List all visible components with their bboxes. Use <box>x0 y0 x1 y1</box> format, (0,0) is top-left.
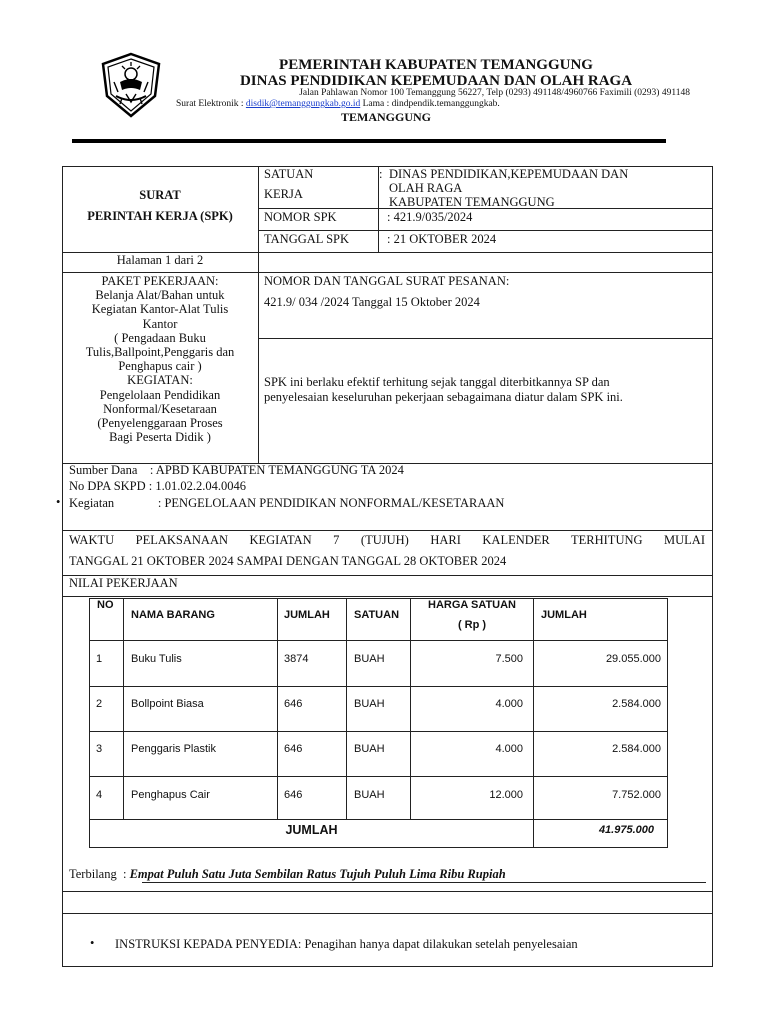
header-email-line <box>176 99 500 109</box>
satuan-kerja-value-2: OLAH RAGA <box>389 181 463 195</box>
row-1-harga: 7.500 <box>495 653 523 665</box>
paket-line: ( Pengadaan Buku <box>114 330 206 345</box>
frame-bottom <box>62 966 713 967</box>
satuan-kerja-value-3: KABUPATEN TEMANGGUNG <box>389 195 555 209</box>
row-1-nama: Buku Tulis <box>131 653 182 665</box>
items-grid-bottom <box>89 847 668 848</box>
waktu-pelaksanaan-line2: TANGGAL 21 OKTOBER 2024 SAMPAI DENGAN TANGGAL 28 OKTOBER 2024 <box>69 554 507 568</box>
paket-line: KEGIATAN: <box>127 373 193 388</box>
frame-left <box>62 166 63 966</box>
row-4-jumlah: 646 <box>284 789 303 801</box>
col-header-nama-barang: NAMA BARANG <box>131 609 215 621</box>
row-1-no: 1 <box>96 653 103 665</box>
row-line-9 <box>62 596 713 597</box>
row-4-no: 4 <box>96 789 103 801</box>
paket-line: PAKET PEKERJAAN: <box>101 274 219 288</box>
col-divider-main <box>258 166 259 463</box>
satuan-kerja-label-2: KERJA <box>264 187 303 201</box>
paket-line: Pengelolaan Pendidikan <box>99 387 221 402</box>
row-line-10 <box>62 891 713 892</box>
header-department-name: DINAS PENDIDIKAN KEPEMUDAAN DAN OLAH RAGA <box>239 73 633 89</box>
paket-line: Tulis,Ballpoint,Penggaris dan <box>85 345 235 360</box>
berlaku-text-line1: SPK ini berlaku efektif terhitung sejak tanggal diterbitkannya SP dan <box>264 375 610 389</box>
spk-title-line1: SURAT <box>139 188 181 202</box>
page-counter: Halaman 1 dari 2 <box>116 253 204 267</box>
row-4-nama: Penghapus Cair <box>131 789 210 801</box>
sumber-dana: Sumber Dana : APBD KABUPATEN TEMANGGUNG TA 2024 <box>69 463 404 477</box>
row-line-11 <box>62 913 713 914</box>
email-link[interactable]: disdik@temanggungkab.go.id <box>245 99 361 109</box>
items-grid-left <box>89 598 90 847</box>
items-footer-label: JUMLAH <box>285 823 338 837</box>
col-header-no: NO <box>97 599 114 611</box>
header-address: Jalan Pahlawan Nomor 100 Temanggung 56227, Telp (0293) 491148/4960766 Faximili (0293) 491148 <box>299 88 690 98</box>
terbilang-value: Empat Puluh Satu Juta Sembilan Ratus Tujuh Puluh Lima Ribu Rupiah <box>129 867 506 881</box>
instruksi-bullet: • <box>90 936 95 950</box>
row-line-4 <box>62 272 713 273</box>
nilai-pekerjaan-label: NILAI PEKERJAAN <box>69 576 178 590</box>
email-suffix: Lama : dindpendik.temanggungkab. <box>360 99 500 109</box>
row-1-satuan: BUAH <box>354 653 385 665</box>
paket-line: Bagi Peserta Didik ) <box>109 430 211 445</box>
row-2-harga: 4.000 <box>495 698 523 710</box>
row-4-harga: 12.000 <box>489 789 523 801</box>
col-header-harga-satuan: HARGA SATUAN <box>428 599 516 611</box>
satuan-kerja-value-1: DINAS PENDIDIKAN,KEPEMUDAAN DAN <box>389 167 629 181</box>
header-government-name: PEMERINTAH KABUPATEN TEMANGGUNG <box>279 57 593 73</box>
satuan-kerja-label-1: SATUAN <box>264 167 314 181</box>
tanggal-spk-value: : 21 OKTOBER 2024 <box>387 232 497 246</box>
items-grid-col-1 <box>123 598 124 819</box>
terbilang-row <box>69 867 506 882</box>
spk-title-line2: PERINTAH KERJA (SPK) <box>87 209 233 223</box>
items-grid-col-5 <box>533 598 534 847</box>
row-2-nama: Bollpoint Biasa <box>131 698 204 710</box>
row-3-total: 2.584.000 <box>612 743 661 755</box>
frame-right <box>712 166 713 966</box>
header-city: TEMANGGUNG <box>341 110 431 124</box>
nomor-spk-label: NOMOR SPK <box>264 210 337 224</box>
terbilang-label: Terbilang : <box>69 867 130 881</box>
items-grid-col-2 <box>277 598 278 819</box>
paket-line: (Penyelenggaraan Proses <box>97 416 223 431</box>
no-dpa-skpd: No DPA SKPD : 1.01.02.2.04.0046 <box>69 479 247 493</box>
paket-pekerjaan-block <box>64 274 256 444</box>
paket-line: Kegiatan Kantor-Alat Tulis <box>91 302 229 317</box>
tanggal-spk-label: TANGGAL SPK <box>264 232 349 246</box>
items-footer-total: 41.975.000 <box>598 824 654 836</box>
regency-emblem-logo <box>98 52 164 118</box>
row-3-no: 3 <box>96 743 103 755</box>
email-prefix: Surat Elektronik : <box>176 99 246 109</box>
kegiatan-value: Kegiatan : PENGELOLAAN PENDIDIKAN NONFORMAL/KESETARAAN <box>69 496 505 510</box>
paket-line: Belanja Alat/Bahan untuk <box>95 288 225 303</box>
nomor-spk-value: : 421.9/035/2024 <box>387 210 473 224</box>
col-header-total: JUMLAH <box>541 609 587 621</box>
row-2-total: 2.584.000 <box>612 698 661 710</box>
items-grid-row-1 <box>89 686 668 687</box>
row-4-total: 7.752.000 <box>612 789 661 801</box>
items-grid-header-bottom <box>89 640 668 641</box>
paket-line: Kantor <box>142 316 178 331</box>
items-grid-col-3 <box>346 598 347 819</box>
col-header-harga-unit: ( Rp ) <box>457 619 487 631</box>
paket-line: Nonformal/Kesetaraan <box>103 401 217 416</box>
row-3-nama: Penggaris Plastik <box>131 743 216 755</box>
row-1-total: 29.055.000 <box>605 653 661 665</box>
row-2-no: 2 <box>96 698 103 710</box>
instruksi-text: INSTRUKSI KEPADA PENYEDIA: Penagihan hanya dapat dilakukan setelah penyelesaian <box>115 937 578 951</box>
items-grid-row-4 <box>89 819 668 820</box>
items-grid-row-2 <box>89 731 668 732</box>
nomor-surat-pesanan-label: NOMOR DAN TANGGAL SURAT PESANAN: <box>264 274 510 288</box>
items-grid-right <box>667 598 668 847</box>
row-2-satuan: BUAH <box>354 698 385 710</box>
row-2-jumlah: 646 <box>284 698 303 710</box>
col-header-jumlah: JUMLAH <box>284 609 330 621</box>
row-3-harga: 4.000 <box>495 743 523 755</box>
col-header-satuan: SATUAN <box>354 609 400 621</box>
nomor-surat-pesanan-value: 421.9/ 034 /2024 Tanggal 15 Oktober 2024 <box>264 295 480 309</box>
row-line-2 <box>258 230 713 231</box>
items-grid-row-3 <box>89 776 668 777</box>
row-3-satuan: BUAH <box>354 743 385 755</box>
waktu-pelaksanaan-line1: WAKTU PELAKSANAAN KEGIATAN 7 (TUJUH) HARI KALENDER TERHITUNG MULAI <box>69 533 705 547</box>
row-line-5 <box>258 338 713 339</box>
row-3-jumlah: 646 <box>284 743 303 755</box>
berlaku-text-line2: penyelesaian keseluruhan pekerjaan sebagaimana diatur dalam SPK ini. <box>264 390 623 404</box>
kegiatan-bullet: • <box>56 495 61 509</box>
row-1-jumlah: 3874 <box>284 653 309 665</box>
satuan-kerja-colon: : <box>379 167 383 181</box>
terbilang-underline <box>142 882 706 883</box>
row-line-7 <box>62 530 713 531</box>
items-grid-top <box>89 598 668 599</box>
row-4-satuan: BUAH <box>354 789 385 801</box>
header-divider <box>72 139 666 143</box>
paket-line: Penghapus cair ) <box>118 359 202 374</box>
